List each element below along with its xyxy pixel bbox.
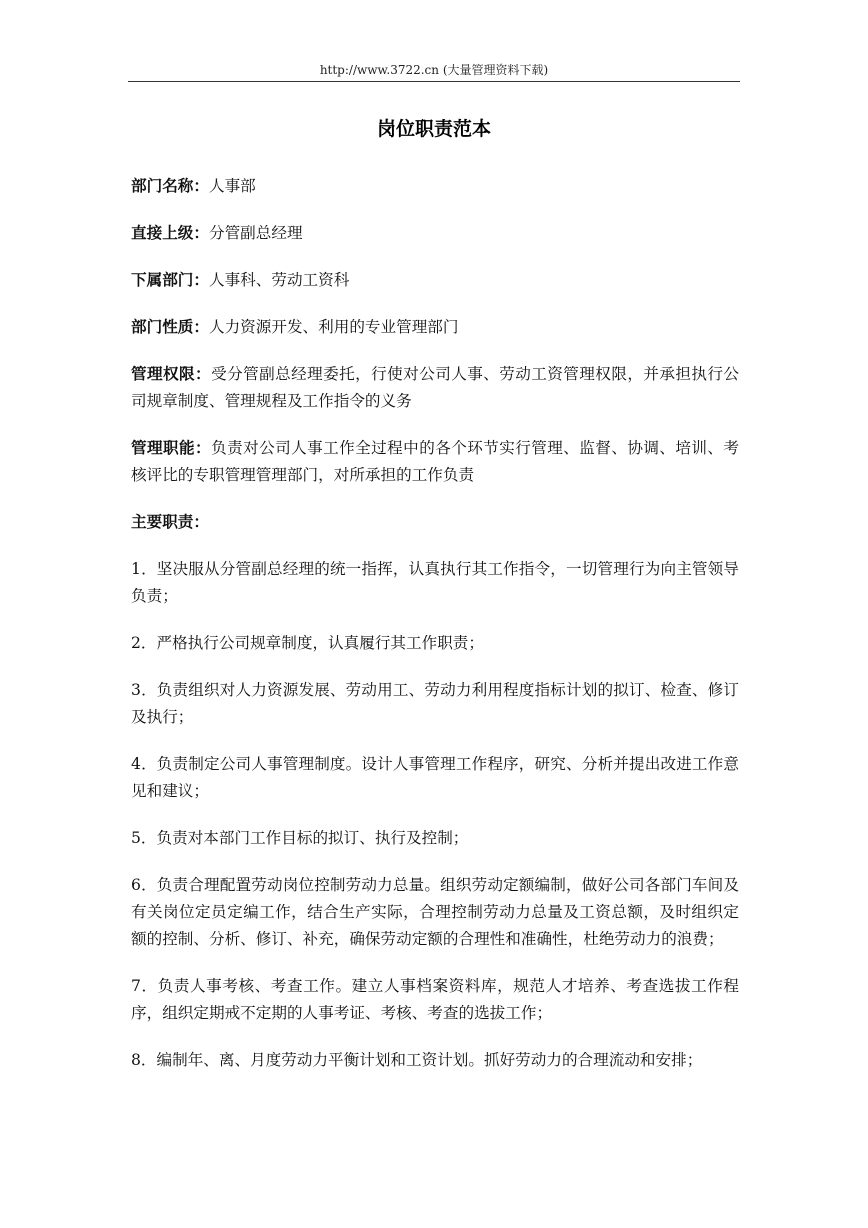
duty-item: 1．坚决服从分管副总经理的统一指挥，认真执行其工作指令，一切管理行为向主管领导负责；	[131, 560, 739, 605]
duty-item: 7．负责人事考核、考查工作。建立人事档案资料库，规范人才培养、考查选拔工作程序，组织定期戒不定期的人事考证、考核、考查的选拔工作；	[131, 977, 739, 1022]
duty-item: 5．负责对本部门工作目标的拟订、执行及控制；	[131, 829, 469, 847]
field-label: 下属部门：	[131, 271, 209, 289]
field-value: 人力资源开发、利用的专业管理部门	[208, 318, 459, 336]
page-header: http://www.3722.cn (大量管理资料下载)	[319, 63, 549, 77]
field-department-name	[131, 173, 739, 200]
duty-item: 2．严格执行公司规章制度，认真履行其工作职责；	[131, 634, 484, 652]
field-value: 人事科、劳动工资科	[208, 271, 350, 289]
field-value: 人事部	[208, 177, 256, 195]
field-value: 负责对公司人事工作全过程中的各个环节实行管理、监督、协调、培训、考核评比的专职管理管理部门，对所承担的工作负责	[131, 439, 739, 484]
document-body	[131, 173, 739, 1094]
section-label: 主要职责：	[131, 513, 209, 531]
duty-item: 4．负责制定公司人事管理制度。设计人事管理工作程序，研究、分析并提出改进工作意见和建议；	[131, 755, 739, 800]
field-label: 部门名称：	[131, 177, 209, 195]
header-rule	[128, 81, 740, 82]
field-value: 分管副总经理	[208, 224, 303, 242]
main-duties-heading	[131, 509, 739, 536]
duty-item: 3．负责组织对人力资源发展、劳动用工、劳动力利用程度指标计划的拟订、检查、修订及执行；	[131, 681, 739, 726]
field-label: 管理职能：	[131, 439, 212, 457]
duty-item: 8．编制年、离、月度劳动力平衡计划和工资计划。抓好劳动力的合理流动和安排；	[131, 1051, 703, 1069]
field-direct-superior	[131, 220, 739, 247]
document-title: 岗位职责范本	[376, 118, 491, 140]
field-value: 受分管副总经理委托，行使对公司人事、劳动工资管理权限，并承担执行公司规章制度、管理规程及工作指令的义务	[131, 365, 739, 410]
duty-item: 6．负责合理配置劳动岗位控制劳动力总量。组织劳动定额编制，做好公司各部门车间及有关岗位定员定编工作，结合生产实际，合理控制劳动力总量及工资总额，及时组织定额的控制、分析、修订、补充，确保劳动定额的合理性和准确性，杜绝劳动力的浪费；	[131, 876, 739, 948]
field-subordinate-departments	[131, 267, 739, 294]
field-label: 部门性质：	[131, 318, 209, 336]
field-management-authority	[131, 361, 739, 415]
field-management-function	[131, 435, 739, 489]
field-label: 管理权限：	[131, 365, 212, 383]
field-department-nature	[131, 314, 739, 341]
field-label: 直接上级：	[131, 224, 209, 242]
